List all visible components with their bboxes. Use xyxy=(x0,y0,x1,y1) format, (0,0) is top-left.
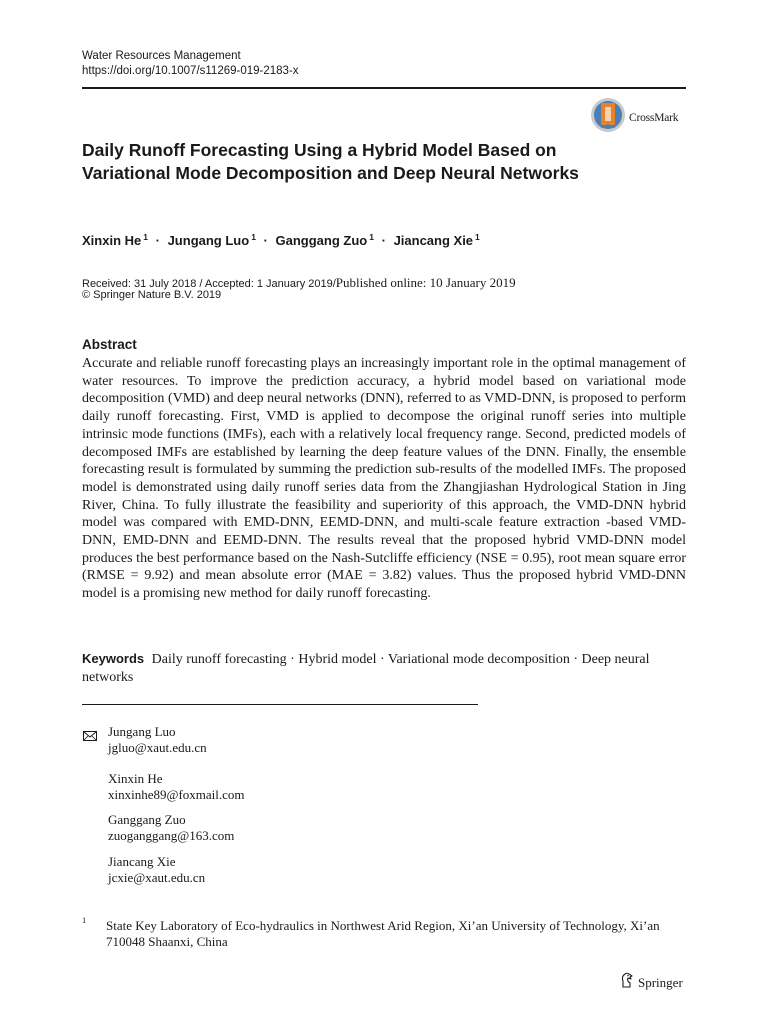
contact-email[interactable]: zuoganggang@163.com xyxy=(108,828,235,843)
crossmark-badge[interactable] xyxy=(590,97,678,138)
keywords xyxy=(82,650,686,686)
author-name[interactable]: Ganggang Zuo xyxy=(275,233,368,248)
journal-name: Water Resources Management xyxy=(82,50,241,62)
contact-name: Jiancang Xie xyxy=(108,854,176,869)
keywords-label: Keywords xyxy=(82,651,145,666)
contact-name: Ganggang Zuo xyxy=(108,812,186,827)
author-affiliation-mark: 1 xyxy=(475,232,480,242)
author-list xyxy=(82,232,480,248)
contact-entry xyxy=(108,854,205,886)
received-accepted-dates: Received: 31 July 2018 / Accepted: 1 January 2019/ xyxy=(82,278,336,290)
copyright-notice: © Springer Nature B.V. 2019 xyxy=(82,289,222,301)
author-name[interactable]: Xinxin He xyxy=(82,233,142,248)
abstract-text: Accurate and reliable runoff forecasting plays an increasingly important role in the optimal management of water resources. To improve the prediction accuracy, a hybrid model based on variational mode decomposition (VMD) and deep neural networks (DNN), referred to as VMD-DNN, is proposed to perform daily runoff forecasting. First, VMD is applied to decompose the original runoff series into multiple intrinsic mode functions (IMFs), each with a relatively local frequency range. Second, predicted models of decomposed IMFs are established by learning the deep feature values of the DNN. Finally, the ensemble forecasting result is formulated by summing the prediction sub-results of the modelled IMFs. The proposed model is demonstrated using daily runoff series data from the Zhangjiashan Hydrological Station in Jing River, China. To fully illustrate the feasibility and superiority of this approach, the VMD-DNN hybrid model was compared with EMD-DNN, EEMD-DNN, and multi-scale feature extraction -based VMD-DNN, EMD-DNN and EEMD-DNN. The results reveal that the proposed hybrid VMD-DNN model produces the best performance based on the Nash-Sutcliffe efficiency (NSE = 0.95), root mean square error (RMSE = 9.92) and mean absolute error (MAE = 3.82) values. Thus the proposed hybrid VMD-DNN model is a promising new method for daily runoff forecasting. xyxy=(82,356,686,602)
springer-logo xyxy=(620,972,683,993)
author-name[interactable]: Jungang Luo xyxy=(167,233,250,248)
author-affiliation-mark: 1 xyxy=(369,232,374,242)
springer-horse-icon xyxy=(620,972,634,993)
contact-entry xyxy=(108,724,207,756)
published-online-date: Published online: 10 January 2019 xyxy=(335,275,516,290)
contact-entry xyxy=(108,812,234,844)
article-title: Daily Runoff Forecasting Using a Hybrid Model Based on Variational Mode Decomposition and Deep Neural Networks xyxy=(82,140,579,183)
journal-header xyxy=(82,49,299,79)
contact-name: Jungang Luo xyxy=(108,724,176,739)
crossmark-icon xyxy=(590,97,626,138)
contact-email[interactable]: xinxinhe89@foxmail.com xyxy=(108,787,245,802)
keywords-text: Daily runoff forecasting · Hybrid model · Variational mode decomposition · Deep neural networks xyxy=(82,652,650,685)
springer-label: Springer xyxy=(638,974,683,990)
author-separator: · xyxy=(263,233,268,248)
footnote-divider xyxy=(82,704,478,705)
author-separator: · xyxy=(155,233,160,248)
crossmark-label: CrossMark xyxy=(629,111,679,124)
header-divider xyxy=(82,87,686,89)
affiliation-text: State Key Laboratory of Eco-hydraulics in Northwest Arid Region, Xi’an University of Technology, Xi’an 710048 Shaanxi, China xyxy=(106,918,660,949)
contact-email[interactable]: jcxie@xaut.edu.cn xyxy=(108,870,206,885)
contact-email[interactable]: jgluo@xaut.edu.cn xyxy=(108,740,207,755)
envelope-icon xyxy=(83,728,97,746)
contact-name: Xinxin He xyxy=(108,771,163,786)
affiliation-number: 1 xyxy=(82,915,87,925)
author-affiliation-mark: 1 xyxy=(251,232,256,242)
abstract-heading: Abstract xyxy=(82,337,137,352)
contact-entry xyxy=(108,771,245,803)
author-name[interactable]: Jiancang Xie xyxy=(393,233,474,248)
author-affiliation-mark: 1 xyxy=(143,232,148,242)
author-separator: · xyxy=(381,233,386,248)
journal-doi-link[interactable]: https://doi.org/10.1007/s11269-019-2183-x xyxy=(82,65,299,77)
